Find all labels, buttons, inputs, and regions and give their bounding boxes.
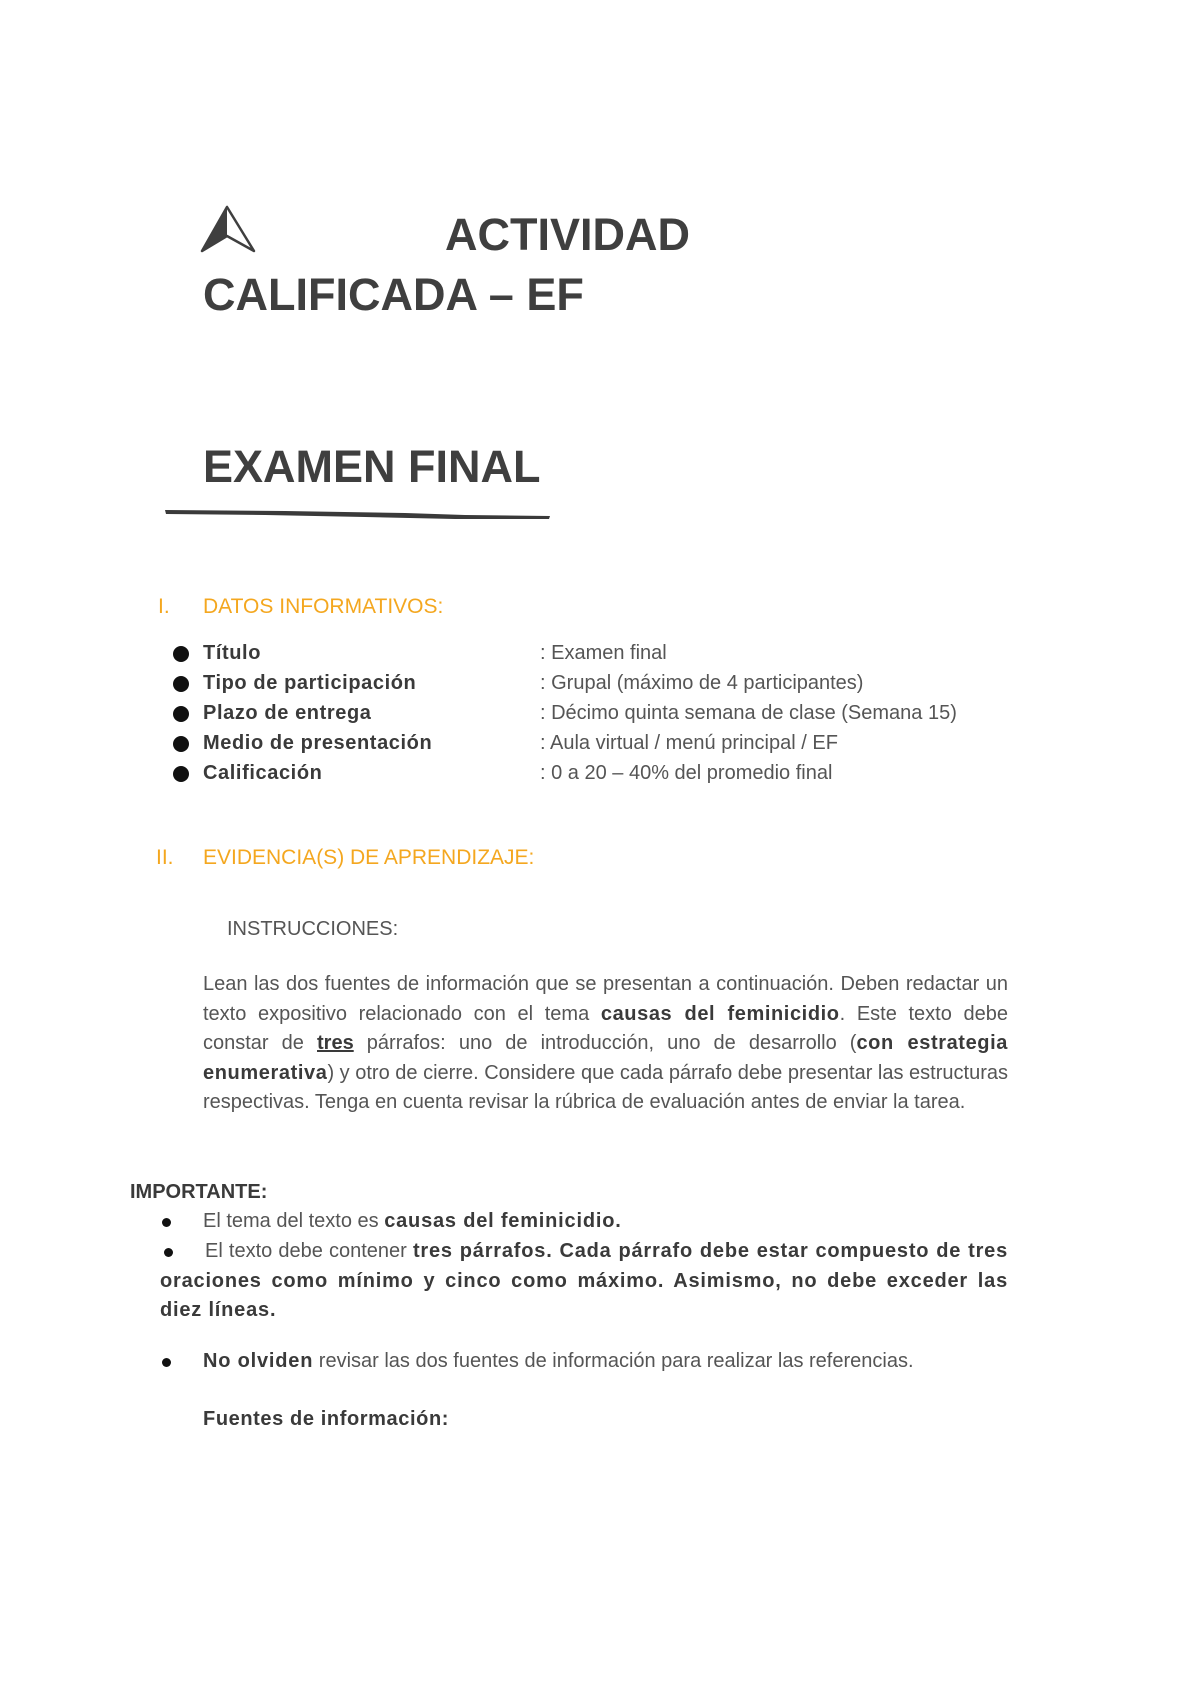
bullet-icon: [162, 1358, 171, 1367]
paragraph-text: Lean las dos fuentes de información que se presentan a continuación. Deben redactar un texto expositivo relacionado con el tema: [203, 973, 1008, 1025]
info-row-submission-medium: [173, 730, 1073, 756]
bullet-text: El tema del texto es: [203, 1210, 385, 1232]
instructions-paragraph: [203, 970, 1008, 1118]
info-value: : Examen final: [540, 642, 667, 664]
bullet-icon: [173, 646, 189, 662]
bullet-icon: [173, 766, 189, 782]
emphasis-topic: causas del feminicidio: [600, 1002, 840, 1025]
bullet-emphasis: tres párrafos. Cada párrafo debe estar compuesto de tres oraciones como mínimo y cinco como máximo. Asimismo, no debe exceder las diez líneas.: [160, 1240, 1008, 1321]
emphasis-count: tres: [317, 1032, 354, 1054]
info-label: Título: [203, 642, 262, 664]
important-bullet-3: [203, 1347, 914, 1377]
info-row-title: [173, 640, 1073, 666]
info-label: Tipo de participación: [203, 672, 417, 694]
bullet-icon: [173, 706, 189, 722]
exam-title: EXAMEN FINAL: [203, 441, 541, 492]
title-line-1: ACTIVIDAD: [445, 209, 690, 260]
emphasis-strategy: con estrategia enumerativa: [203, 1032, 1008, 1084]
section-1-title: DATOS INFORMATIVOS:: [203, 595, 444, 618]
info-label: Calificación: [203, 762, 323, 784]
bullet-emphasis: causas del feminicidio.: [384, 1210, 622, 1232]
important-bullet-1: [203, 1207, 622, 1237]
bullet-text: El texto debe contener: [205, 1240, 413, 1262]
instructions-label: INSTRUCCIONES:: [227, 918, 399, 940]
section-2-number: II.: [156, 846, 174, 869]
sources-label: Fuentes de información:: [203, 1408, 450, 1430]
bullet-text: revisar las dos fuentes de información para realizar las referencias.: [313, 1350, 914, 1372]
info-label: Plazo de entrega: [203, 702, 372, 724]
info-row-participation-type: [173, 670, 1073, 696]
title-underline: [165, 507, 550, 521]
section-2-title: EVIDENCIA(S) DE APRENDIZAJE:: [203, 846, 535, 869]
paragraph-text: párrafos: uno de introducción, uno de desarrollo (: [353, 1032, 857, 1054]
paragraph-text: . Este texto debe constar de: [203, 1002, 1008, 1054]
info-value: : Grupal (máximo de 4 participantes): [540, 672, 864, 694]
bullet-emphasis: No olviden: [203, 1350, 314, 1372]
info-row-deadline: [173, 700, 1073, 726]
info-value: : Aula virtual / menú principal / EF: [540, 732, 838, 754]
navigation-arrow-icon: [200, 205, 256, 253]
info-row-grading: [173, 760, 1073, 786]
bullet-icon: [173, 676, 189, 692]
section-1-number: I.: [158, 595, 170, 618]
info-value: : 0 a 20 – 40% del promedio final: [540, 762, 833, 784]
info-value: : Décimo quinta semana de clase (Semana 15): [540, 702, 957, 724]
bullet-icon: [162, 1218, 171, 1227]
title-line-2: CALIFICADA – EF: [203, 269, 584, 320]
paragraph-text: ) y otro de cierre. Considere que cada párrafo debe presentar las estructuras respectivas. Tenga en cuenta revisar la rúbrica de evaluación antes de enviar la tarea.: [203, 1061, 1008, 1113]
info-label: Medio de presentación: [203, 732, 433, 754]
bullet-icon: [173, 736, 189, 752]
important-bullet-2: [160, 1237, 1008, 1326]
important-label: IMPORTANTE:: [130, 1181, 268, 1203]
